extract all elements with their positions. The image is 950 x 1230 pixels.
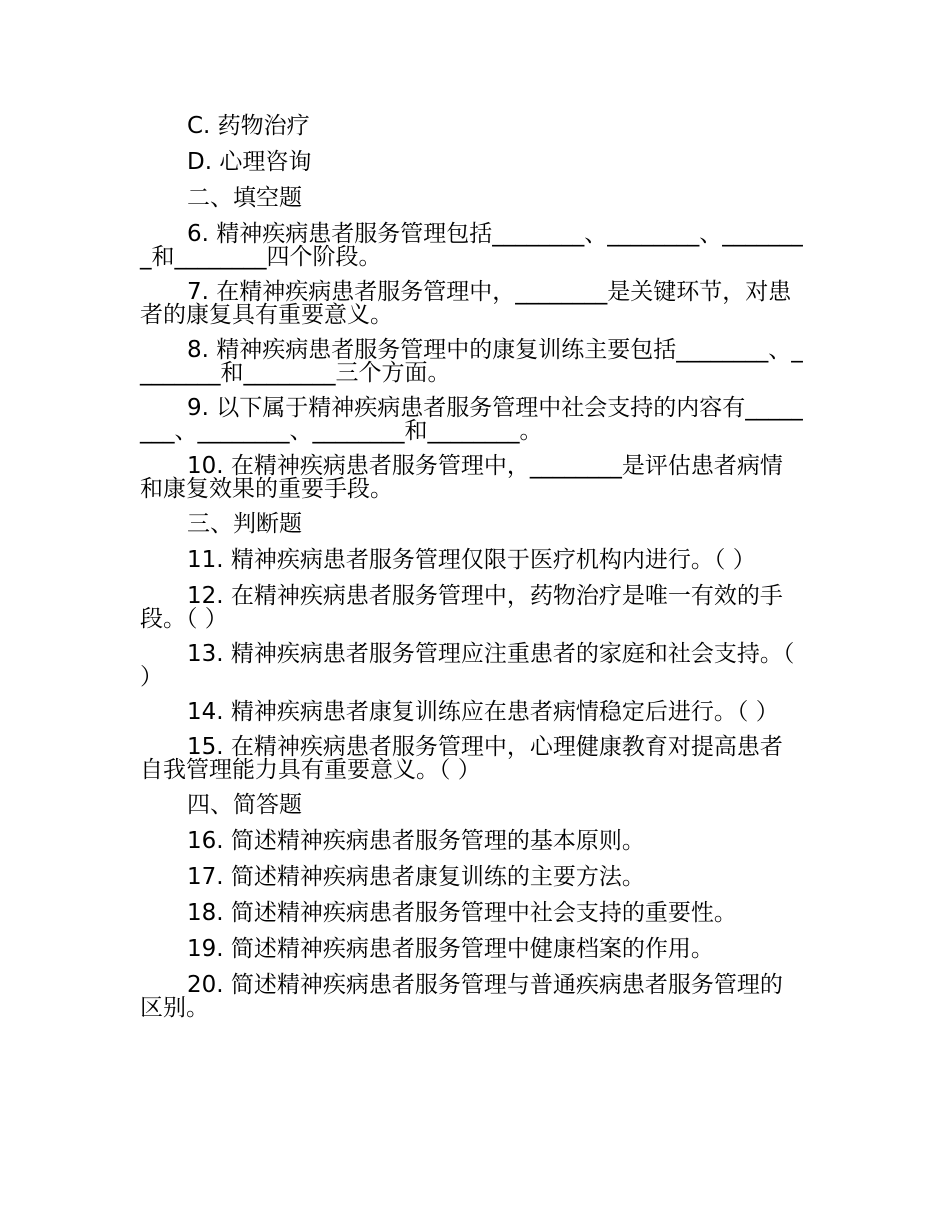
question-8: 8. 精神疾病患者服务管理中的康复训练主要包括________、________和________三个方面。: [140, 337, 803, 386]
document-body: [140, 103, 805, 1020]
question-9: 9. 以下属于精神疾病患者服务管理中社会支持的内容有________、________、________和________。: [140, 395, 803, 444]
question-16: 16. 简述精神疾病患者服务管理的基本原则。: [187, 828, 645, 854]
question-20: 20. 简述精神疾病患者服务管理与普通疾病患者服务管理的区别。: [140, 972, 783, 1021]
section-heading-short-answer: 四、简答题: [187, 792, 302, 818]
option-c: C. 药物治疗: [187, 113, 310, 139]
option-d: D. 心理咨询: [187, 149, 312, 175]
question-15: 15. 在精神疾病患者服务管理中，心理健康教育对提高患者自我管理能力具有重要意义。（ ）: [140, 734, 783, 783]
question-11: 11. 精神疾病患者服务管理仅限于医疗机构内进行。（ ）: [187, 547, 756, 573]
question-6: 6. 精神疾病患者服务管理包括________、________、________和________四个阶段。: [140, 221, 803, 270]
question-14: 14. 精神疾病患者康复训练应在患者病情稳定后进行。（ ）: [187, 699, 779, 725]
question-12: 12. 在精神疾病患者服务管理中，药物治疗是唯一有效的手段。（ ）: [140, 583, 783, 632]
question-18: 18. 简述精神疾病患者服务管理中社会支持的重要性。: [187, 900, 737, 926]
question-10: 10. 在精神疾病患者服务管理中，________是评估患者病情和康复效果的重要手段。: [140, 453, 783, 502]
question-7: 7. 在精神疾病患者服务管理中，________是关键环节，对患者的康复具有重要意义。: [140, 279, 792, 328]
question-13: 13. 精神疾病患者服务管理应注重患者的家庭和社会支持。（ ）: [140, 641, 802, 690]
question-17: 17. 简述精神疾病患者康复训练的主要方法。: [187, 864, 645, 890]
question-19: 19. 简述精神疾病患者服务管理中健康档案的作用。: [187, 936, 714, 962]
section-heading-true-false: 三、判断题: [187, 511, 302, 537]
section-heading-fill-blank: 二、填空题: [187, 185, 302, 211]
